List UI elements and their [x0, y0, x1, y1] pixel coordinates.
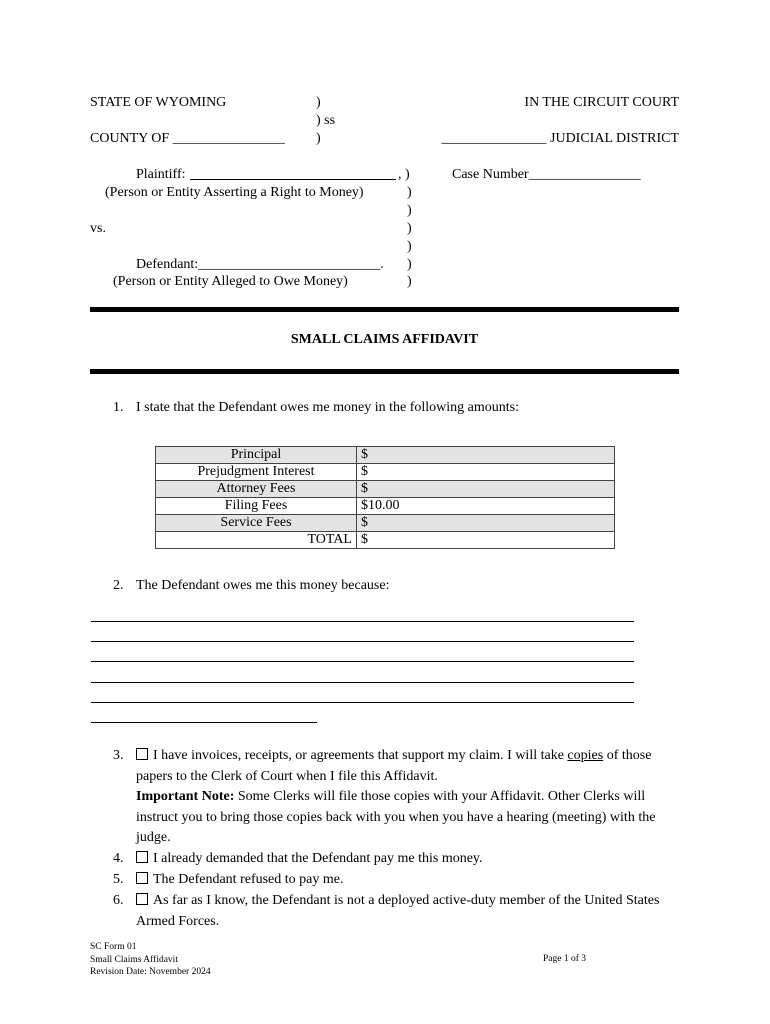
reason-line[interactable] — [91, 621, 634, 622]
plaintiff-label: Plaintiff: — [136, 167, 186, 182]
item-5-checkbox[interactable] — [136, 872, 148, 884]
item-3-text: I have invoices, receipts, or agreements that support my claim. I will take copies of those papers to the Clerk of Court when I file this Affidavit. Important Note: Some Clerks will file those copies with your Affidavit. Other Clerks will instruct you to bring those copies back with you when you have a hearing (meeting) with the judge. — [136, 748, 656, 845]
table-row — [156, 498, 615, 515]
item-5-number: 5. — [113, 872, 124, 887]
copies-text: copies — [567, 748, 604, 763]
caption-ss: ) ss — [316, 113, 336, 128]
judicial-district-field[interactable]: _______________ JUDICIAL DISTRICT — [441, 131, 679, 146]
item-2-number: 2. — [113, 578, 124, 593]
item-4-checkbox[interactable] — [136, 851, 148, 863]
total-amount-field[interactable]: $ — [357, 532, 615, 549]
table-row — [156, 447, 615, 464]
item-1-number: 1. — [113, 400, 124, 415]
prejudgment-interest-label: Prejudgment Interest — [156, 464, 357, 481]
form-name: Small Claims Affidavit — [90, 954, 178, 965]
item-3-checkbox[interactable] — [136, 748, 148, 760]
caption-paren: ) — [407, 203, 412, 218]
footer-info — [90, 941, 211, 979]
prejudgment-interest-amount-field[interactable]: $ — [357, 464, 615, 481]
caption-paren: , ) — [398, 167, 410, 182]
form-number: SC Form 01 — [90, 942, 137, 952]
reason-line[interactable] — [91, 682, 634, 683]
item-4-number: 4. — [113, 851, 124, 866]
caption-paren: ) — [316, 131, 321, 146]
service-fees-label: Service Fees — [156, 515, 357, 532]
attorney-fees-label: Attorney Fees — [156, 481, 357, 498]
defendant-description: (Person or Entity Alleged to Owe Money) — [113, 274, 348, 289]
filing-fees-label: Filing Fees — [156, 498, 357, 515]
caption-paren: ) — [407, 257, 412, 272]
title-rule-bottom — [90, 369, 679, 374]
item-6-text: As far as I know, the Defendant is not a deployed active-duty member of the United States Armed Forces. — [136, 893, 660, 929]
county-field[interactable]: COUNTY OF ________________ — [90, 131, 285, 146]
caption-paren: ) — [407, 239, 412, 254]
table-row — [156, 481, 615, 498]
filing-fees-amount-field[interactable]: $10.00 — [357, 498, 615, 515]
vs-label: vs. — [90, 221, 106, 236]
amounts-table — [155, 446, 615, 549]
reason-line[interactable] — [91, 702, 634, 703]
principal-amount-field[interactable]: $ — [357, 447, 615, 464]
principal-label: Principal — [156, 447, 357, 464]
plaintiff-description: (Person or Entity Asserting a Right to Money) — [105, 185, 364, 200]
revision-date: Revision Date: November 2024 — [90, 967, 211, 977]
reason-line[interactable] — [91, 722, 317, 723]
service-fees-amount-field[interactable]: $ — [357, 515, 615, 532]
item-6-number: 6. — [113, 893, 124, 908]
case-number-field[interactable]: Case Number________________ — [452, 167, 641, 182]
caption-paren: ) — [407, 185, 412, 200]
item-1-text: I state that the Defendant owes me money in the following amounts: — [136, 400, 519, 415]
important-note-label: Important Note: — [136, 789, 235, 804]
reason-line[interactable] — [91, 661, 634, 662]
document-title: SMALL CLAIMS AFFIDAVIT — [290, 332, 479, 347]
title-rule-top — [90, 307, 679, 312]
table-row — [156, 464, 615, 481]
table-row — [156, 515, 615, 532]
caption-paren: ) — [407, 221, 412, 236]
defendant-field[interactable]: Defendant:__________________________. — [136, 257, 384, 272]
total-label: TOTAL — [156, 532, 357, 549]
reason-line[interactable] — [91, 641, 634, 642]
court-label: IN THE CIRCUIT COURT — [524, 95, 679, 110]
plaintiff-field[interactable] — [190, 179, 396, 180]
important-note-text: Some Clerks will file those copies with your Affidavit. Other Clerks will instruct you to bring those copies back with you when you have a hearing (meeting) with the judge. — [136, 789, 656, 845]
caption-paren: ) — [407, 274, 412, 289]
item-2-text: The Defendant owes me this money because: — [136, 578, 390, 593]
table-row — [156, 532, 615, 549]
caption-paren: ) — [316, 95, 321, 110]
page-number: Page 1 of 3 — [543, 954, 587, 964]
state-label: STATE OF WYOMING — [90, 95, 227, 110]
item-5-text: The Defendant refused to pay me. — [136, 870, 681, 891]
item-6-checkbox[interactable] — [136, 893, 148, 905]
item-4-text: I already demanded that the Defendant pay me this money. — [136, 849, 681, 870]
attorney-fees-amount-field[interactable]: $ — [357, 481, 615, 498]
item-3-number: 3. — [113, 748, 124, 763]
